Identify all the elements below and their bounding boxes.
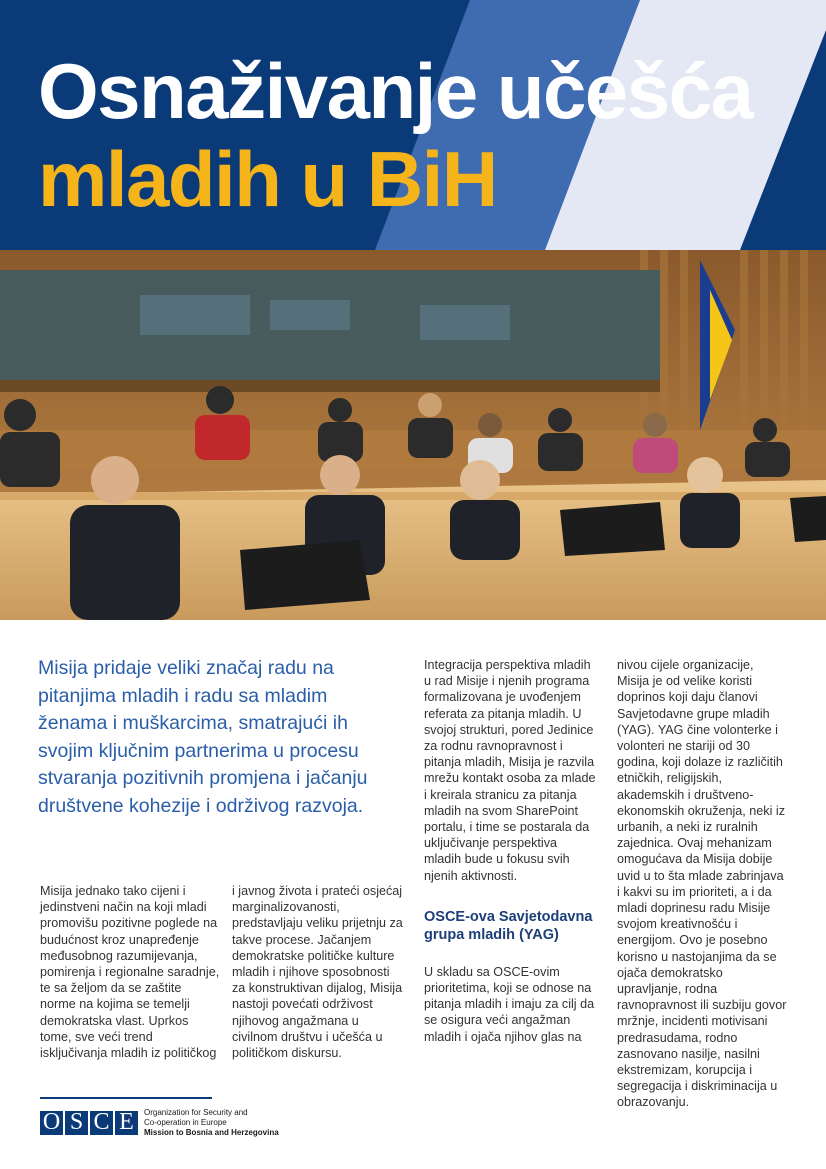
mission-name: Mission to Bosnia and Herzegovina <box>144 1128 279 1137</box>
body-text: U skladu sa OSCE-ovim prioritetima, koji se odnose na pitanja mladih i imaju za cilj da se osigura veći angažman mladih i ojača njihov glas na <box>424 964 595 1044</box>
org-name-line1: Organization for Security and <box>144 1108 248 1117</box>
parliament-photo <box>0 250 826 620</box>
org-name <box>144 1108 279 1138</box>
body-column-2 <box>232 883 404 1061</box>
body-text: Integracija perspektiva mladih u rad Misije i njenih programa formalizovana je uvođenjem referata za pitanja mladih. U svojoj strukturi, pored Jedinice za rodnu ravnopravnost i pitanja mladih, Misija je razvila mrežu kontakt osoba za mlade i kreirala stranicu za pitanja mladih na svom SharePoint portalu, i time se postarala da uključivanje perspektiva mladih bude u fokusu svih njenih aktivnosti. <box>424 658 596 883</box>
logo-letter: C <box>90 1111 113 1135</box>
footer-divider <box>40 1097 212 1099</box>
body-text: i javnog života i prateći osjećaj marginalizovanosti, predstavljaju veliku prijetnju za takve procese. Jačanjem demokratske političke kulture mladih i njihove sposobnosti za konstruktivan dijalog, Misija nastoji povećati održivost njihovog angažmana u civilnom društvu i učešća u političkom diskursu. <box>232 884 403 1061</box>
page-title-line1: Osnaživanje učešća <box>38 47 753 135</box>
logo-letter: S <box>65 1111 88 1135</box>
header-banner <box>0 0 826 250</box>
body-column-1 <box>40 883 220 1061</box>
parliament-illustration <box>0 250 826 620</box>
body-column-3 <box>424 657 596 1045</box>
osce-logo <box>40 1108 279 1138</box>
body-column-4 <box>617 657 787 1111</box>
osce-logo-mark <box>40 1111 140 1135</box>
logo-letter: E <box>115 1111 138 1135</box>
body-text: nivou cijele organizacije, Misija je od velike koristi doprinos koji daju članovi Savjetodavne grupe mladih (YAG). YAG čine volonterke i volonteri ne stariji od 30 godina, koji dolaze iz različitih etničkih, religijskih, akademskih i društveno-ekonomskih okruženja, neki iz urbanih, a neki iz ruralnih zajednica. Ovaj mehanizam omogućava da Misija dobije uvid u to šta mlade zabrinjava i kakvi su im prioriteti, a i da mladi doprinesu radu Misije svojom kreativnošću i energijom. Ovo je posebno korisno u nastojanjima da se ojača demokratsko upravljanje, rodna ravnopravnost ili suzbiju govor mržnje, incidenti motivisani predrasudama, rodno zasnovano nasilje, nasilni ekstremizam, korupcija i segregacija i diskriminacija u obrazovanju. <box>617 658 787 1110</box>
body-text: Misija jednako tako cijeni i jedinstveni način na koji mladi promovišu pozitivne poglede na budućnost kroz unapređenje međusobnog razumijevanja, pomirenja i regionalne saradnje, te sa željom da se zaštite norme na kojima se temelji demokratska vlast. Uprkos tome, sve veći trend isključivanja mladih iz političkog <box>40 884 220 1061</box>
page-title-line2: mladih u BiH <box>38 135 497 223</box>
section-heading: OSCE-ova Savjetodavna grupa mladih (YAG) <box>424 908 593 943</box>
lead-paragraph: Misija pridaje veliki značaj radu na pitanjima mladih i radu sa mladim ženama i muškarcima, smatrajući ih svojim ključnim partnerima u procesu stvaranja pozitivnih promjena i jačanju društvene kohezije i održivog razvoja. <box>38 657 368 817</box>
org-name-line2: Co-operation in Europe <box>144 1118 227 1127</box>
logo-letter: O <box>40 1111 63 1135</box>
